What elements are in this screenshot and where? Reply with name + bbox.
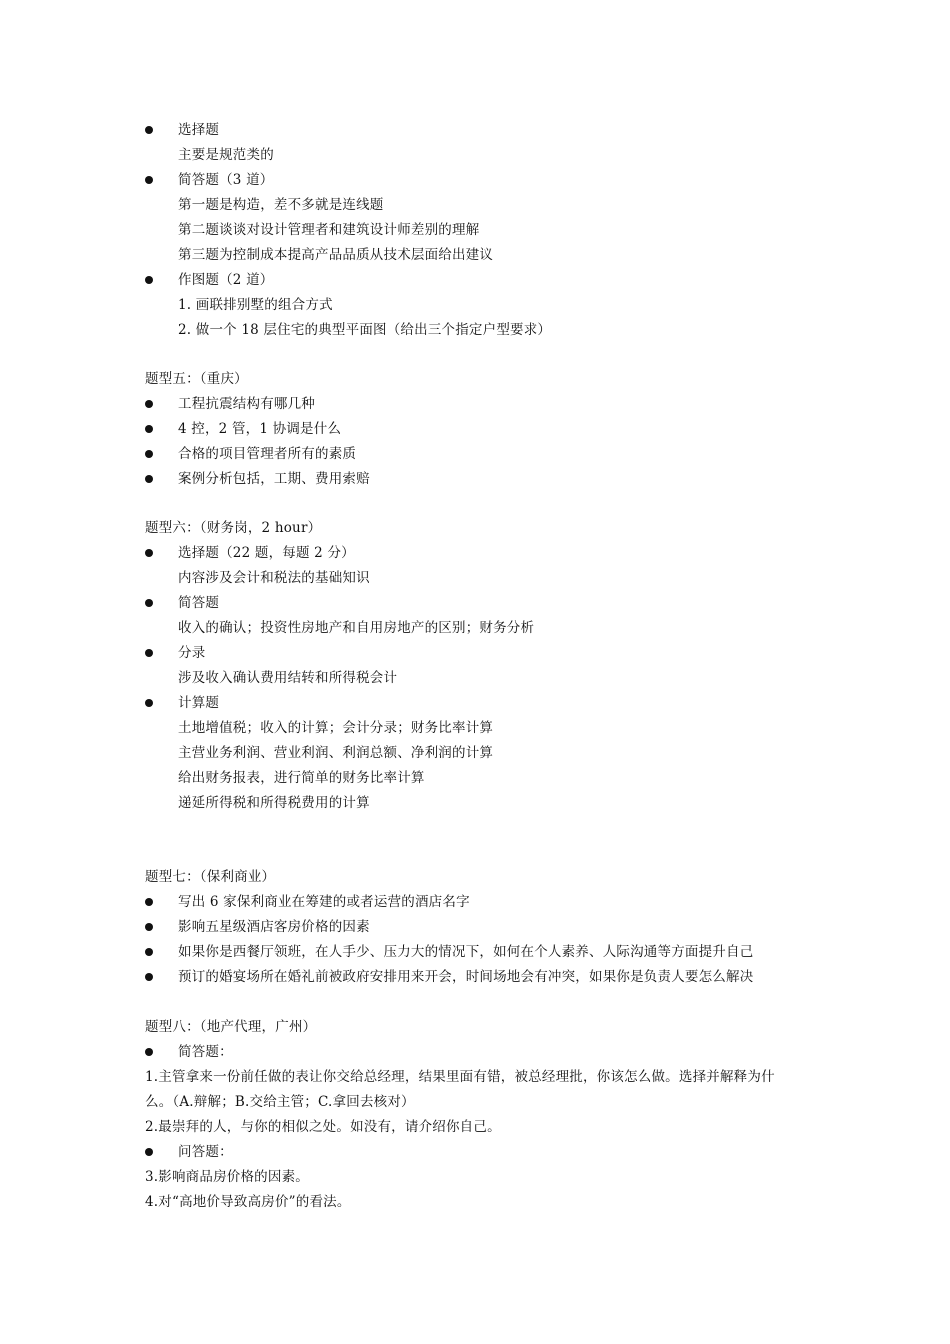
list-item: 写出 6 家保利商业在筹建的或者运营的酒店名字 [178,894,470,910]
bullet-icon [145,1148,153,1156]
bullet-icon [145,475,153,483]
question-text: 么。（A.辩解；B.交给主管；C.拿回去核对） [145,1094,415,1110]
list-item: 作图题（2 道） [178,272,274,288]
list-item-detail: 第三题为控制成本提高产品品质从技术层面给出建议 [178,247,494,263]
bullet-icon [145,549,153,557]
list-item: 选择题 [178,122,220,138]
bullet-icon [145,126,153,134]
section-heading: 题型八：（地产代理，广州） [145,1019,317,1035]
list-item: 影响五星级酒店客房价格的因素 [178,919,370,935]
list-item: 4 控，2 管，1 协调是什么 [178,421,342,437]
list-item-detail: 递延所得税和所得税费用的计算 [178,795,370,811]
numbered-item: 2. 做一个 18 层住宅的典型平面图（给出三个指定户型要求） [178,322,552,338]
list-item: 问答题： [178,1144,233,1160]
bullet-icon [145,973,153,981]
bullet-icon [145,699,153,707]
question-text: 3.影响商品房价格的因素。 [145,1169,309,1185]
bullet-icon [145,450,153,458]
bullet-icon [145,176,153,184]
question-text: 1.主管拿来一份前任做的表让你交给总经理，结果里面有错，被总经理批，你该怎么做。选择并解释为什 [145,1069,775,1085]
list-item: 计算题 [178,695,220,711]
section-heading: 题型六：（财务岗，2 hour） [145,520,322,536]
list-item-detail: 收入的确认；投资性房地产和自用房地产的区别；财务分析 [178,620,535,636]
list-item-detail: 涉及收入确认费用结转和所得税会计 [178,670,398,686]
list-item: 案例分析包括，工期、费用索赔 [178,471,370,487]
list-item: 简答题： [178,1044,233,1060]
list-item-detail: 给出财务报表，进行简单的财务比率计算 [178,770,425,786]
bullet-icon [145,400,153,408]
list-item: 选择题（22 题，每题 2 分） [178,545,355,561]
bullet-icon [145,1048,153,1056]
list-item: 如果你是西餐厅领班，在人手少、压力大的情况下，如何在个人素养、人际沟通等方面提升自己 [178,944,754,960]
list-item: 简答题 [178,595,220,611]
question-text: 2.最崇拜的人，与你的相似之处。如没有，请介绍你自己。 [145,1119,501,1135]
bullet-icon [145,923,153,931]
list-item: 合格的项目管理者所有的素质 [178,446,357,462]
section-heading: 题型五：（重庆） [145,371,248,387]
list-item: 预订的婚宴场所在婚礼前被政府安排用来开会，时间场地会有冲突，如果你是负责人要怎么解决 [178,969,754,985]
list-item: 工程抗震结构有哪几种 [178,396,315,412]
section-heading: 题型七：（保利商业） [145,869,276,885]
list-item-detail: 第一题是构造，差不多就是连线题 [178,197,384,213]
list-item-detail: 第二题谈谈对设计管理者和建筑设计师差别的理解 [178,222,480,238]
bullet-icon [145,948,153,956]
bullet-icon [145,425,153,433]
list-item-detail: 土地增值税；收入的计算；会计分录；财务比率计算 [178,720,494,736]
question-text: 4.对“高地价导致高房价”的看法。 [145,1194,351,1210]
numbered-item: 1. 画联排别墅的组合方式 [178,297,333,313]
bullet-icon [145,649,153,657]
list-item: 分录 [178,645,206,661]
list-item-detail: 主营业务利润、营业利润、利润总额、净利润的计算 [178,745,494,761]
list-item: 简答题（3 道） [178,172,274,188]
list-item-detail: 主要是规范类的 [178,147,274,163]
list-item-detail: 内容涉及会计和税法的基础知识 [178,570,370,586]
bullet-icon [145,599,153,607]
bullet-icon [145,276,153,284]
bullet-icon [145,898,153,906]
